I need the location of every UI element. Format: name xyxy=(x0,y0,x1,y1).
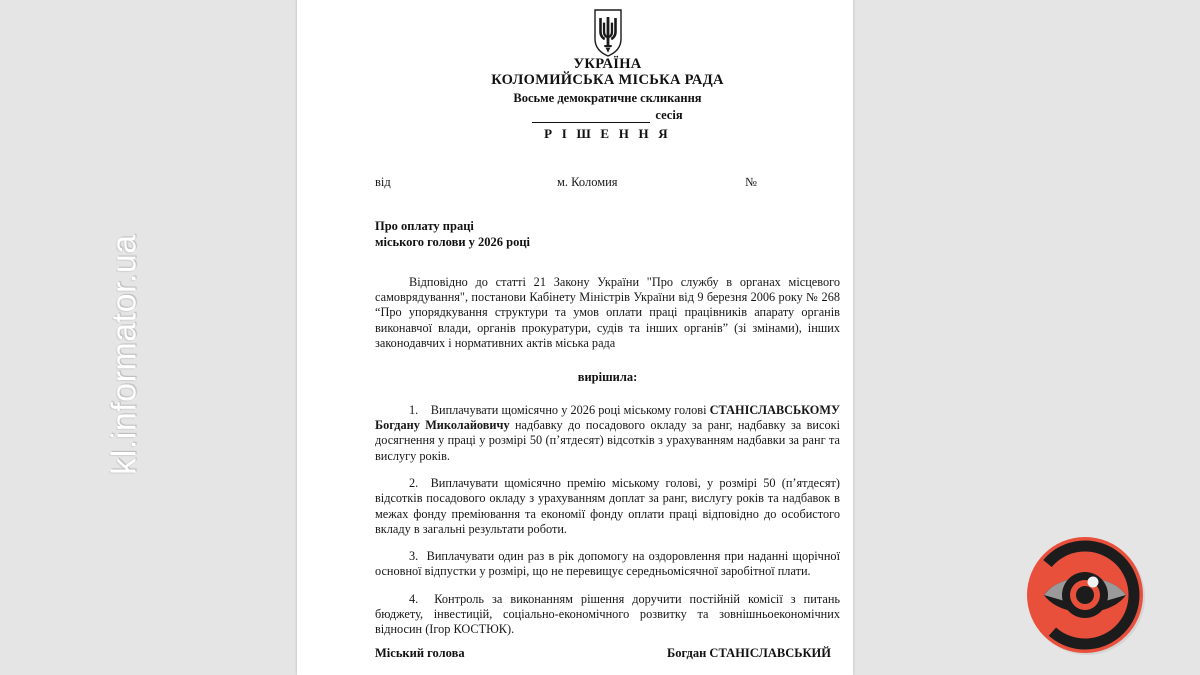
item-bold-name: СТАНІСЛАВСЬКОМУ Богдану Миколайовичу xyxy=(375,403,840,433)
header-convocation: Восьме демократичне скликання xyxy=(513,91,702,105)
header-council: КОЛОМИЙСЬКА МІСЬКА РАДА xyxy=(491,72,724,88)
subject-line-2: міського голови у 2026 році xyxy=(375,234,531,249)
document-subject xyxy=(375,219,840,250)
item-number: 4. xyxy=(409,591,419,606)
document-preamble: Відповідно до статті 21 Закону України "Про службу в органах місцевого самоврядування", постанови Кабінету Міністрів України від 9 березня 2006 року № 268 “Про упорядкування структури та умов оплати праці працівників апарату органів виконавчої влади, органів прокуратури, судів та інших органів” (зі змінами), інших законодавчих і нормативних актів міська рада xyxy=(375,275,840,350)
document-content xyxy=(375,0,840,675)
resolution-item xyxy=(375,476,840,537)
resolution-item xyxy=(375,592,840,638)
meta-number-label: № xyxy=(745,175,757,189)
coat-of-arms-emblem xyxy=(375,0,840,56)
item-number: 1. xyxy=(409,403,419,418)
meta-date-label: від xyxy=(375,175,391,189)
subject-line-1: Про оплату праці xyxy=(375,219,474,233)
informator-eye-logo[interactable] xyxy=(1022,532,1148,658)
item-text-before-bold: Контроль за виконанням рішення доручити постійній комісії з питань бюджету, інвестицій, соціально-економічного розвитку та зовнішньоекономічних відносин (Ігор КОСТЮК). xyxy=(375,591,841,637)
item-number: 2. xyxy=(409,476,419,491)
item-number: 3. xyxy=(409,549,419,564)
item-text-after-bold: надбавку до посадового окладу за ранг, надбавку за високі досягнення у праці у розмірі 50 (п’ятдесят) відсотків з урахуванням надбавки за ранг та вислугу років. xyxy=(375,418,841,463)
document-meta-row xyxy=(375,175,840,193)
signature-title: Міський голова xyxy=(375,646,465,660)
session-number-blank xyxy=(532,110,650,123)
document-header xyxy=(375,56,840,143)
item-text-before-bold: Виплачувати щомісячно у 2026 році міському голові xyxy=(430,403,710,418)
document-type-title: Р І Ш Е Н Н Я xyxy=(544,126,671,141)
item-text-before-bold: Виплачувати щомісячно премію міському голові, у розмірі 50 (п’ятдесят) відсотків посадового окладу з урахуванням доплат за ранг, вислугу років та надбавок в межах фонду преміювання та економії фонду оплати праці відповідно до особистого вкладу в загальні результати роботи. xyxy=(375,476,840,536)
header-country: УКРАЇНА xyxy=(573,56,642,72)
resolution-items xyxy=(375,403,840,638)
resolution-item xyxy=(375,403,840,464)
document-page xyxy=(297,0,853,675)
site-watermark: kl.informator.ua xyxy=(105,234,144,475)
resolved-label: вирішила: xyxy=(577,370,638,385)
item-text-before-bold: Виплачувати один раз в рік допомогу на оздоровлення при наданні щорічної основної відпустки у розмірі, що не перевищує середньомісячної заробітної плати. xyxy=(375,549,840,579)
session-line xyxy=(375,108,840,123)
session-label: сесія xyxy=(655,108,683,122)
signature-name: Богдан СТАНІСЛАВСЬКИЙ xyxy=(666,646,831,660)
resolution-item xyxy=(375,549,840,579)
meta-city: м. Коломия xyxy=(557,175,618,189)
